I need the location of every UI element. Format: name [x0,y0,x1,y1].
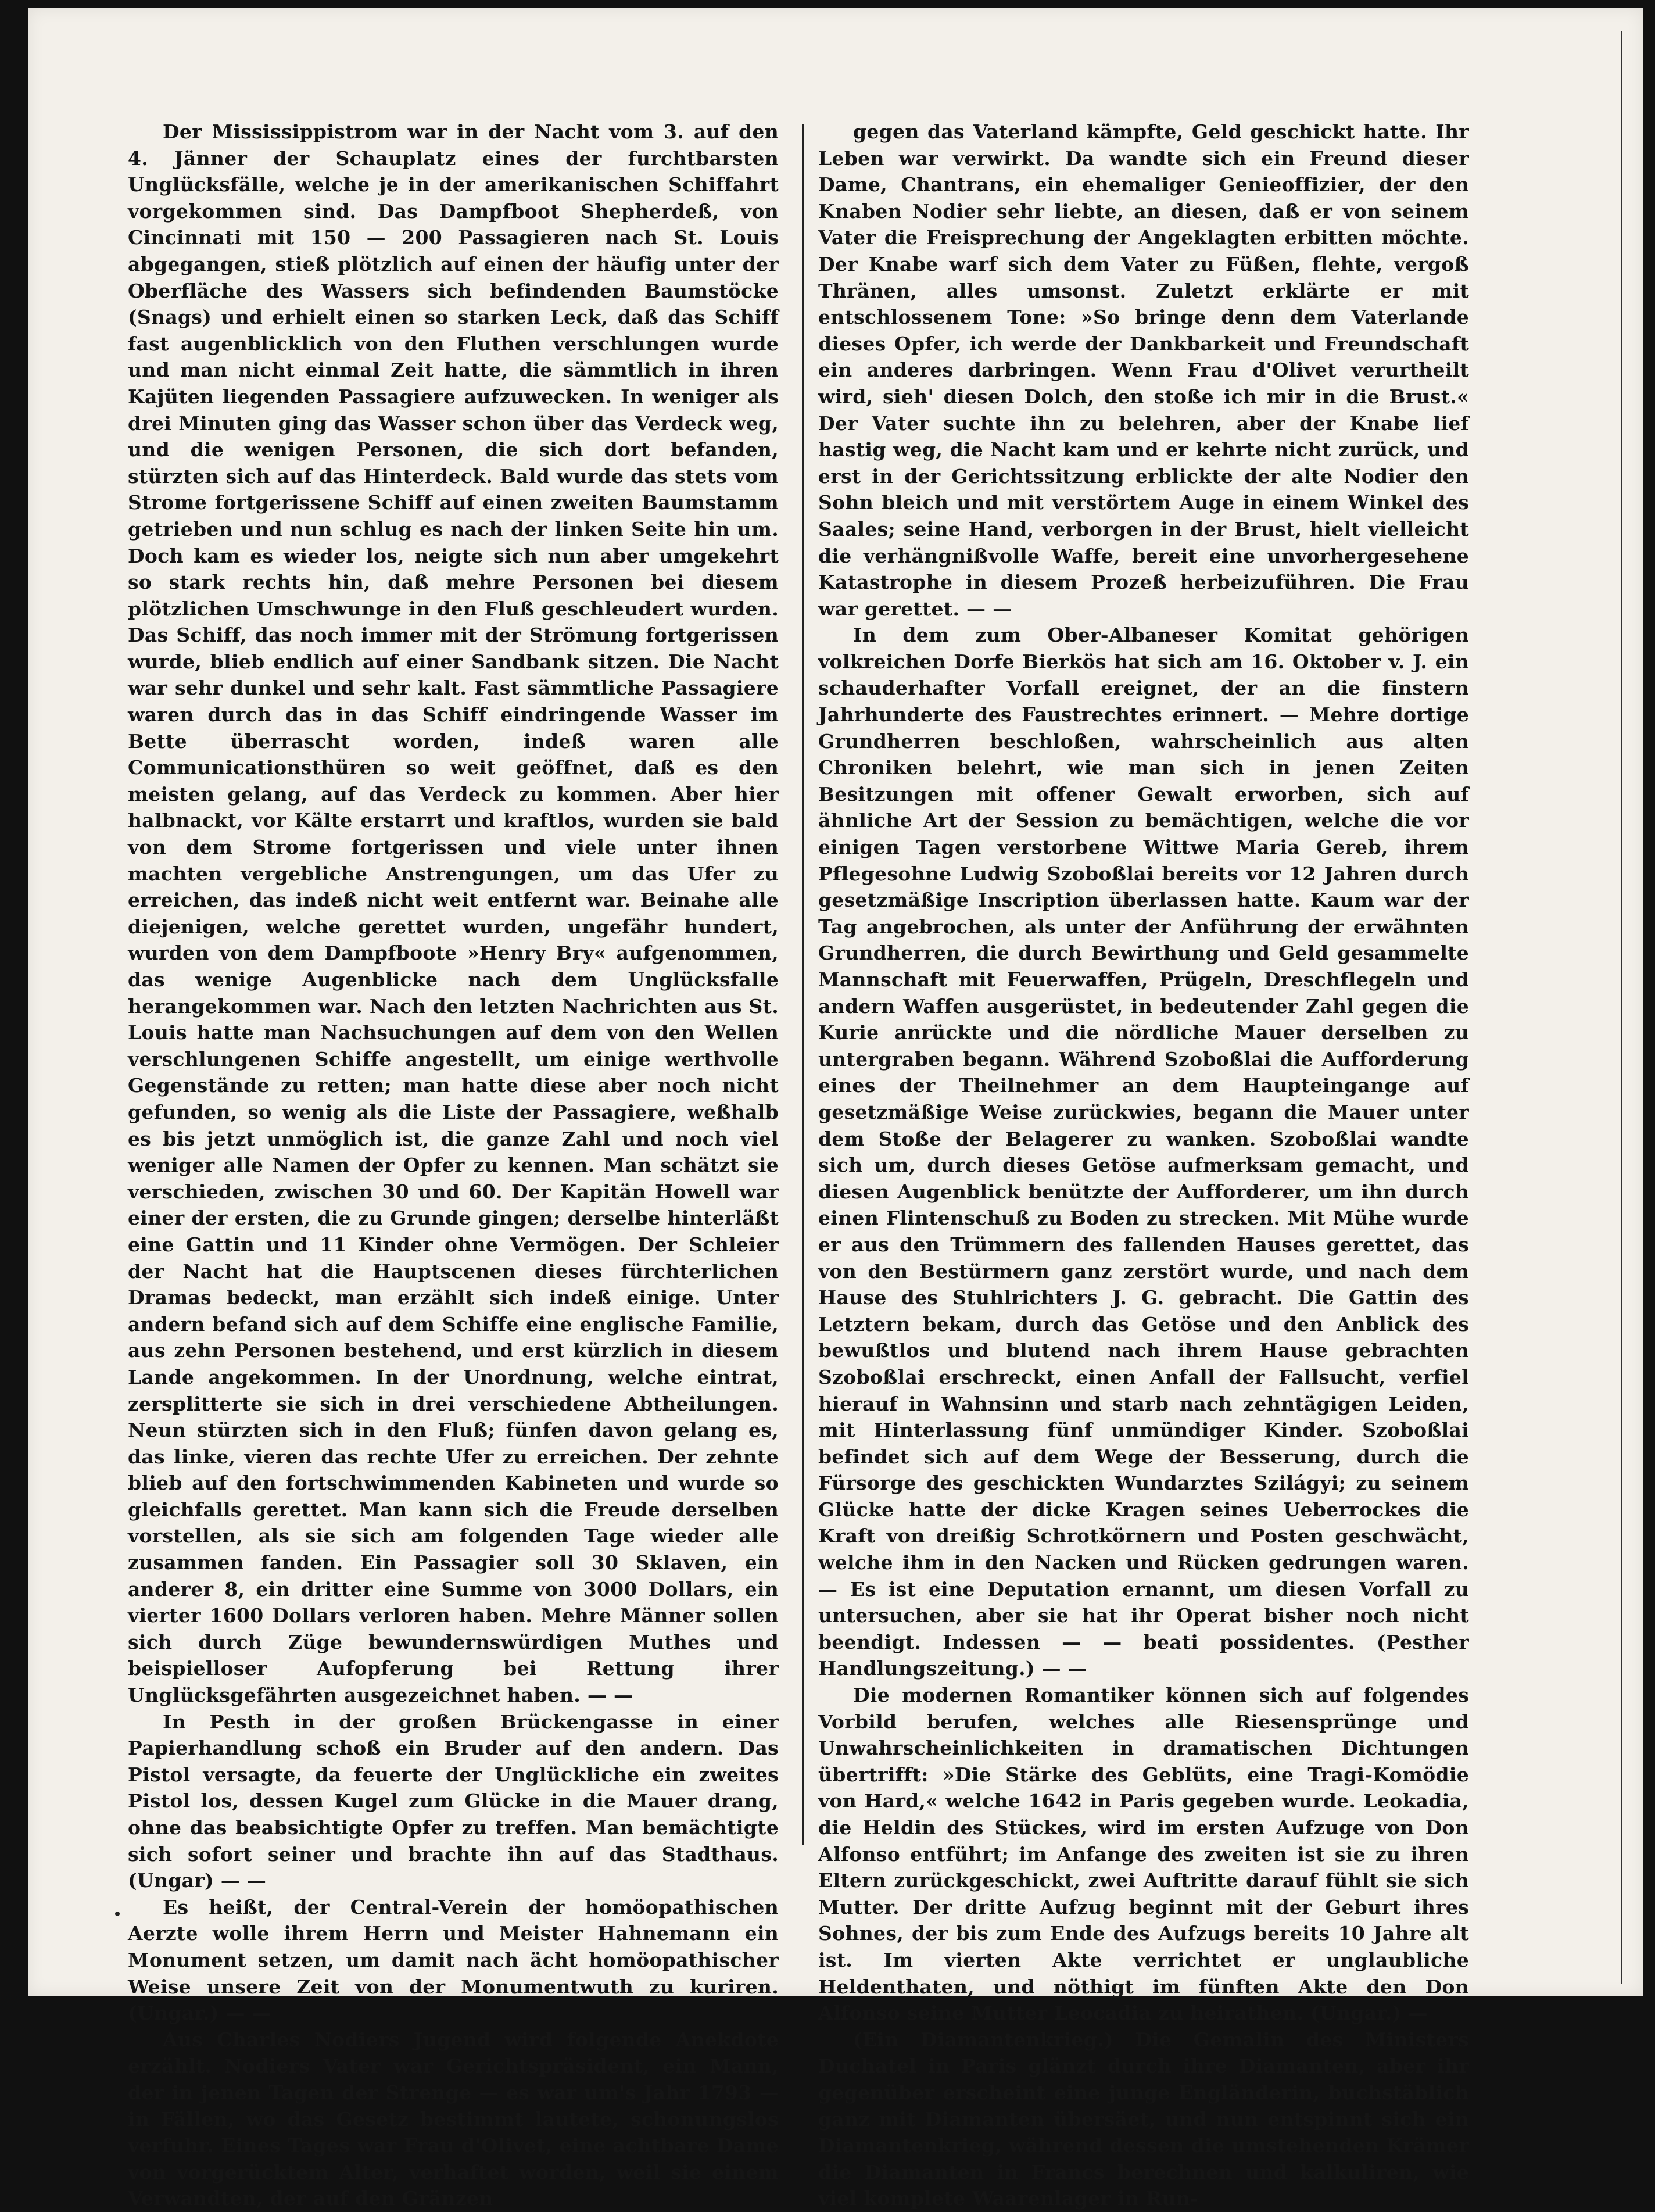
ink-speck [115,1912,120,1916]
article-diamond-war: (Ein Diamantenkrieg.) Die Gemalin des Ministers Duchatel in Paris glänzt durch ihre Diamanten, aber ihr gegenüber erscheint eine junge Engländerin, buchstäblich ganz mit Diamanten übersäet, und nun entspinnt sich ein Diamantenkrieg, während dessen die umstehenden Krämer die Diamanten in Francs berechnen und kalkuliren, wie viel komplete Waarenlager in Run- [818,2028,1469,2210]
article-bierkos-incident: In dem zum Ober-Albaneser Komitat gehörigen volkreichen Dorfe Bierkös hat sich am 16. Oktober v. J. ein schauderhafter Vorfall ereignet, der an die finstern Jahrhunderte des Faustrechtes erinnert. — Mehre dortige Grundherren beschloßen, wahrscheinlich aus alten Chroniken belehrt, wie man sich in jenen Zeiten Besitzungen mit offener Gewalt erworben, sich auf ähnliche Art der Session zu bemächtigen, welche die vor einigen Tagen verstorbene Wittwe Maria Gereb, ihrem Pflegesohne Ludwig Szoboßlai bereits vor 12 Jahren durch gesetzmäßige Inscription überlassen hatte. Kaum war der Tag angebrochen, als unter der Anführung der erwähnten Grundherren, die durch Bewirthung und Geld gesammelte Mannschaft mit Feuerwaffen, Prügeln, Dreschflegeln und andern Waffen ausgerüstet, in bedeutender Zahl gegen die Kurie anrückte und die nördliche Mauer derselben zu untergraben begann. Während Szoboßlai die Aufforderung eines der Theilnehmer an dem Haupteingange auf gesetzmäßige Weise zurückwies, begann die Mauer unter dem Stoße der Belagerer zu wanken. Szoboßlai wandte sich um, durch dieses Getöse aufmerksam gemacht, und diesen Augenblick benützte der Aufforderer, um ihn durch einen Flintenschuß zu Boden zu strecken. Mit Mühe wurde er aus den Trümmern des fallenden Hauses gerettet, das von den Bestürmern ganz zerstört wurde, und nach dem Hause des Stuhlrichters J. G. gebracht. Die Gattin des Letztern bekam, durch das Getöse und den Anblick des bewußtlos und blutend nach ihrem Hause gebrachten Szoboßlai erschreckt, einen Anfall der Fallsucht, verfiel hierauf in Wahnsinn und starb nach zehntägigen Leiden, mit Hinterlassung fünf unmündiger Kinder. Szoboßlai befindet sich auf dem Wege der Besserung, durch die Fürsorge des geschickten Wundarztes Szilágyi; zu seinem Glücke hatte der dicke Kragen seines Ueberrockes die Kraft von dreißig Schrotkörnern und Posten geschwächt, welche ihm in den Nacken und Rücken gedrungen waren. — Es ist eine Deputation ernannt, um diesen Vorfall zu untersuchen, aber sie hat ihr Operat bisher noch nicht beendigt. Indessen — — beati possidentes. (Pesther Handlungszeitung.) — — [818,624,1469,1680]
right-column [818,119,1469,2210]
column-divider [802,124,804,1845]
article-pesth-shooting: In Pesth in der großen Brückengasse in einer Papierhandlung schoß ein Bruder auf den andern. Das Pistol versagte, da feuerte der Unglückliche ein zweites Pistol los, dessen Kugel zum Glücke in die Mauer drang, ohne das beabsichtigte Opfer zu treffen. Man bemächtigte sich sofort seiner und brachte ihn auf das Stadthaus. (Ungar) — — [128,1710,779,1892]
article-nodier-anecdote: Aus Charles Nodiers Jugend wird folgende Anekdote erzählt. Nodiers Vater war Gerichtspräsident, ein Mann, der in jenen Tagen der Strenge — es war um's Jahr 1793 — in Fällen, wo das Gesetz bestimmt lautete, schonungslos verfuhr. Eines Tages war Frau d'Olivet, eine achtbare Dame von vorgerücktem Alter, verhaftet worden, weil sie einem Verwandten, der auf den Gränzen [128,2028,779,2210]
article-mississippi-disaster: Der Mississippistrom war in der Nacht vom 3. auf den 4. Jänner der Schauplatz eines der furchtbarsten Unglücksfälle, welche je in der amerikanischen Schiffahrt vorgekommen sind. Das Dampfboot Shepherdeß, von Cincinnati mit 150 — 200 Passagieren nach St. Louis abgegangen, stieß plötzlich auf einen der häufig unter der Oberfläche des Wassers sich befindenden Baumstöcke (Snags) und erhielt einen so starken Leck, daß das Schiff fast augenblicklich von den Fluthen verschlungen wurde und man nicht einmal Zeit hatte, die sämmtlich in ihren Kajüten liegenden Passagiere aufzuwecken. In weniger als drei Minuten ging das Wasser schon über das Verdeck weg, und die wenigen Personen, die sich dort befanden, stürzten sich auf das Hinterdeck. Bald wurde das stets vom Strome fortgerissene Schiff auf einen zweiten Baumstamm getrieben und nun schlug es nach der linken Seite hin um. Doch kam es wieder los, neigte sich nun aber umgekehrt so stark rechts hin, daß mehre Personen bei diesem plötzlichen Umschwunge in den Fluß geschleudert wurden. Das Schiff, das noch immer mit der Strömung fortgerissen wurde, blieb endlich auf einer Sandbank sitzen. Die Nacht war sehr dunkel und sehr kalt. Fast sämmtliche Passagiere waren durch das in das Schiff eindringende Wasser im Bette überrascht worden, indeß waren alle Communicationsthüren so weit geöffnet, daß es den meisten gelang, auf das Verdeck zu kommen. Aber hier halbnackt, vor Kälte erstarrt und kraftlos, wurden sie bald von dem Strome fortgerissen und viele unter ihnen machten vergebliche Anstrengungen, um das Ufer zu erreichen, das indeß nicht weit entfernt war. Beinahe alle diejenigen, welche gerettet wurden, ungefähr hundert, wurden von dem Dampfboote »Henry Bry« aufgenommen, das wenige Augenblicke nach dem Unglücksfalle herangekommen war. Nach den letzten Nachrichten aus St. Louis hatte man Nachsuchungen auf dem von den Wellen verschlungenen Schiffe angestellt, um einige werthvolle Gegenstände zu retten; man hatte diese aber noch nicht gefunden, so wenig als die Liste der Passagiere, weßhalb es bis jetzt unmöglich ist, die ganze Zahl und noch viel weniger alle Namen der Opfer zu kennen. Man schätzt sie verschieden, zwischen 30 und 60. Der Kapitän Howell war einer der ersten, die zu Grunde gingen; derselbe hinterläßt eine Gattin und 11 Kinder ohne Vermögen. Der Schleier der Nacht hat die Hauptscenen dieses fürchterlichen Dramas bedeckt, man erzählt sich indeß einige. Unter andern befand sich auf dem Schiffe eine englische Familie, aus zehn Personen bestehend, und erst kürzlich in diesem Lande angekommen. In der Unordnung, welche eintrat, zersplitterte sie sich in drei verschiedene Abtheilungen. Neun stürzten sich in den Fluß; fünfen davon gelang es, das linke, vieren das rechte Ufer zu erreichen. Der zehnte blieb auf den fortschwimmenden Kabineten und wurde so gleichfalls gerettet. Man kann sich die Freude derselben vorstellen, als sie sich am folgenden Tage wieder alle zusammen fanden. Ein Passagier soll 30 Sklaven, ein anderer 8, ein dritter eine Summe von 3000 Dollars, ein vierter 1600 Dollars verloren haben. Mehre Männer sollen sich durch Züge bewundernswürdigen Muthes und beispielloser Aufopferung bei Rettung ihrer Unglücksgefährten ausgezeichnet haben. — — [128,120,779,1707]
article-nodier-anecdote-continued: gegen das Vaterland kämpfte, Geld geschickt hatte. Ihr Leben war verwirkt. Da wandte sich ein Freund dieser Dame, Chantrans, ein ehemaliger Genieoffizier, der den Knaben Nodier sehr liebte, an diesen, daß er von seinem Vater die Freisprechung der Angeklagten erbitten möchte. Der Knabe warf sich dem Vater zu Füßen, flehte, vergoß Thränen, alles umsonst. Zuletzt erklärte er mit entschlossenem Tone: »So bringe denn dem Vaterlande dieses Opfer, ich werde der Dankbarkeit und Freundschaft ein anderes darbringen. Wenn Frau d'Olivet verurtheilt wird, sieh' diesen Dolch, den stoße ich mir in die Brust.« Der Vater suchte ihn zu belehren, aber der Knabe lief hastig weg, die Nacht kam und er kehrte nicht zurück, und erst in der Gerichtssitzung erblickte der alte Nodier den Sohn bleich und mit verstörtem Auge in einem Winkel des Saales; seine Hand, verborgen in der Brust, hielt vielleicht die verhängnißvolle Waffe, bereit eine unvorhergesehene Katastrophe in diesem Prozeß herbeizuführen. Die Frau war gerettet. — — [818,120,1469,620]
left-column [128,119,779,2210]
newspaper-page [28,8,1643,2210]
article-romantic-drama: Die modernen Romantiker können sich auf folgendes Vorbild berufen, welches alle Riesensprünge und Unwahrscheinlichkeiten in dramatischen Dichtungen übertrifft: »Die Stärke des Geblüts, eine Tragi-Komödie von Hard,« welche 1642 in Paris gegeben wurde. Leokadia, die Heldin des Stückes, wird im ersten Aufzuge von Don Alfonso entführt; im Anfange des zweiten ist sie zu ihren Eltern zurückgeschickt, zwei Auftritte darauf fühlt sie sich Mutter. Der dritte Aufzug beginnt mit der Geburt ihres Sohnes, der bis zum Ende des Aufzugs bereits 10 Jahre alt ist. Im vierten Akte verrichtet er unglaubliche Heldenthaten, und nöthigt im fünften Akte den Don Alfonso seine Mutter Leocadia zu heirathen. (Ungar.) — [818,1684,1469,2025]
page-edge-line [1621,31,1622,1984]
article-hahnemann-monument: Es heißt, der Central-Verein der homöopathischen Aerzte wolle ihrem Herrn und Meister Hahnemann ein Monument setzen, um damit nach ächt homöopathischer Weise unsere Zeit von der Monumentwuth zu kuriren. (Ungar.) — — [128,1895,779,2025]
